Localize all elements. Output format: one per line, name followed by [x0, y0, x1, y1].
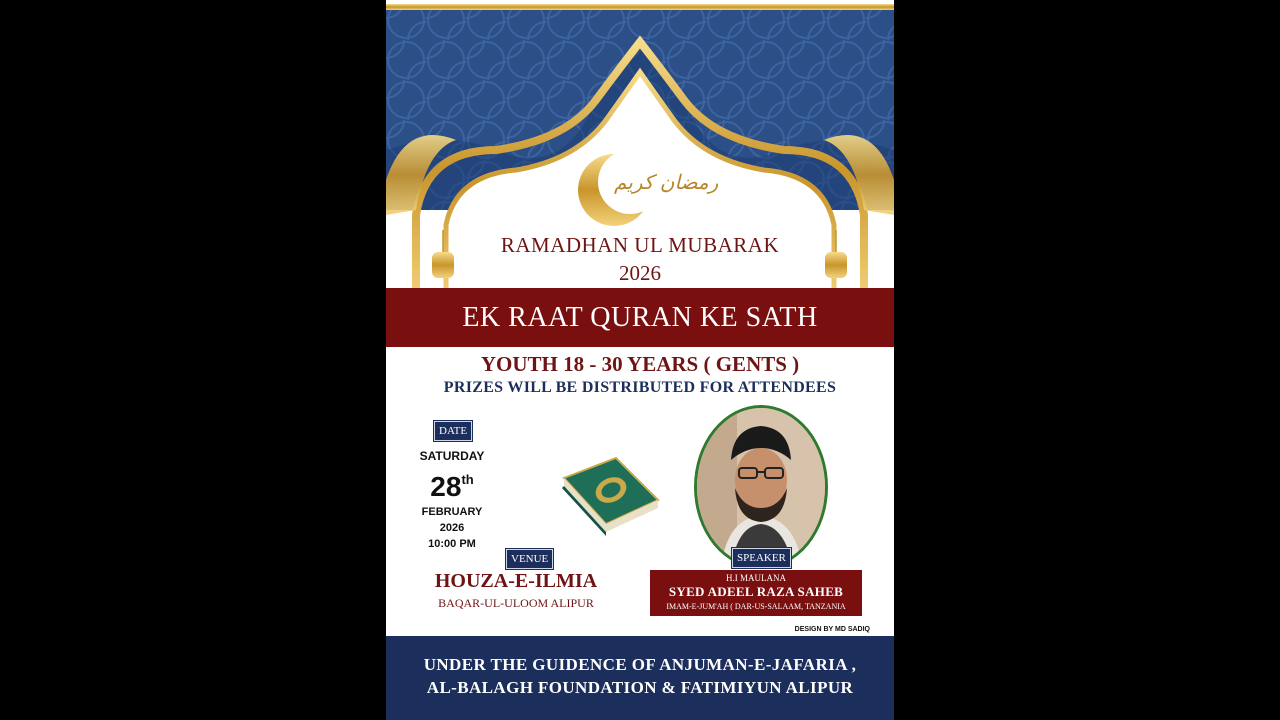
- prizes-line: PRIZES WILL BE DISTRIBUTED FOR ATTENDEES: [443, 379, 837, 396]
- speaker-tag: SPEAKER: [732, 548, 791, 568]
- date-year: 2026: [439, 522, 465, 534]
- footer-banner: [386, 636, 894, 720]
- ramadhan-title: RAMADHAN UL MUBARAK: [500, 233, 780, 257]
- audience-line: YOUTH 18 - 30 YEARS ( GENTS ): [480, 352, 800, 376]
- date-number: [412, 465, 492, 502]
- date-day: SATURDAY: [419, 449, 485, 463]
- venue-name: HOUZA-E-ILMIA: [434, 570, 598, 592]
- date-month: FEBRUARY: [421, 506, 483, 518]
- speaker-name: SYED ADEEL RAZA SAHEB: [668, 584, 844, 599]
- venue-tag: VENUE: [506, 549, 553, 569]
- date-tag: DATE: [434, 421, 472, 441]
- footer-line-1: UNDER THE GUIDENCE OF ANJUMAN-E-JAFARIA ,: [423, 655, 857, 674]
- event-poster: [386, 0, 894, 720]
- date-suffix: th: [461, 472, 474, 487]
- speaker-prefix: H.I MAULANA: [726, 573, 786, 583]
- speaker-role: IMAM-E-JUM'AH ( DAR-US-SALAAM, TANZANIA: [666, 602, 846, 611]
- quran-book-icon: [558, 452, 662, 546]
- speaker-box: [650, 570, 862, 616]
- speaker-photo: [694, 405, 828, 569]
- venue-subtitle: BAQAR-UL-ULOOM ALIPUR: [438, 596, 594, 610]
- date-time: 10:00 PM: [428, 538, 476, 550]
- date-block: [412, 449, 492, 550]
- ramadhan-year: 2026: [619, 261, 661, 285]
- ramadan-kareem-calligraphy: رمضان کریم: [614, 170, 719, 194]
- design-credit: DESIGN BY MD SADIQ: [794, 626, 870, 633]
- event-title-banner: [386, 288, 894, 347]
- footer-line-2: AL-BALAGH FOUNDATION & FATIMIYUN ALIPUR: [426, 678, 854, 697]
- date-number-value: 28: [430, 471, 462, 502]
- event-title: EK RAAT QURAN KE SATH: [462, 301, 818, 333]
